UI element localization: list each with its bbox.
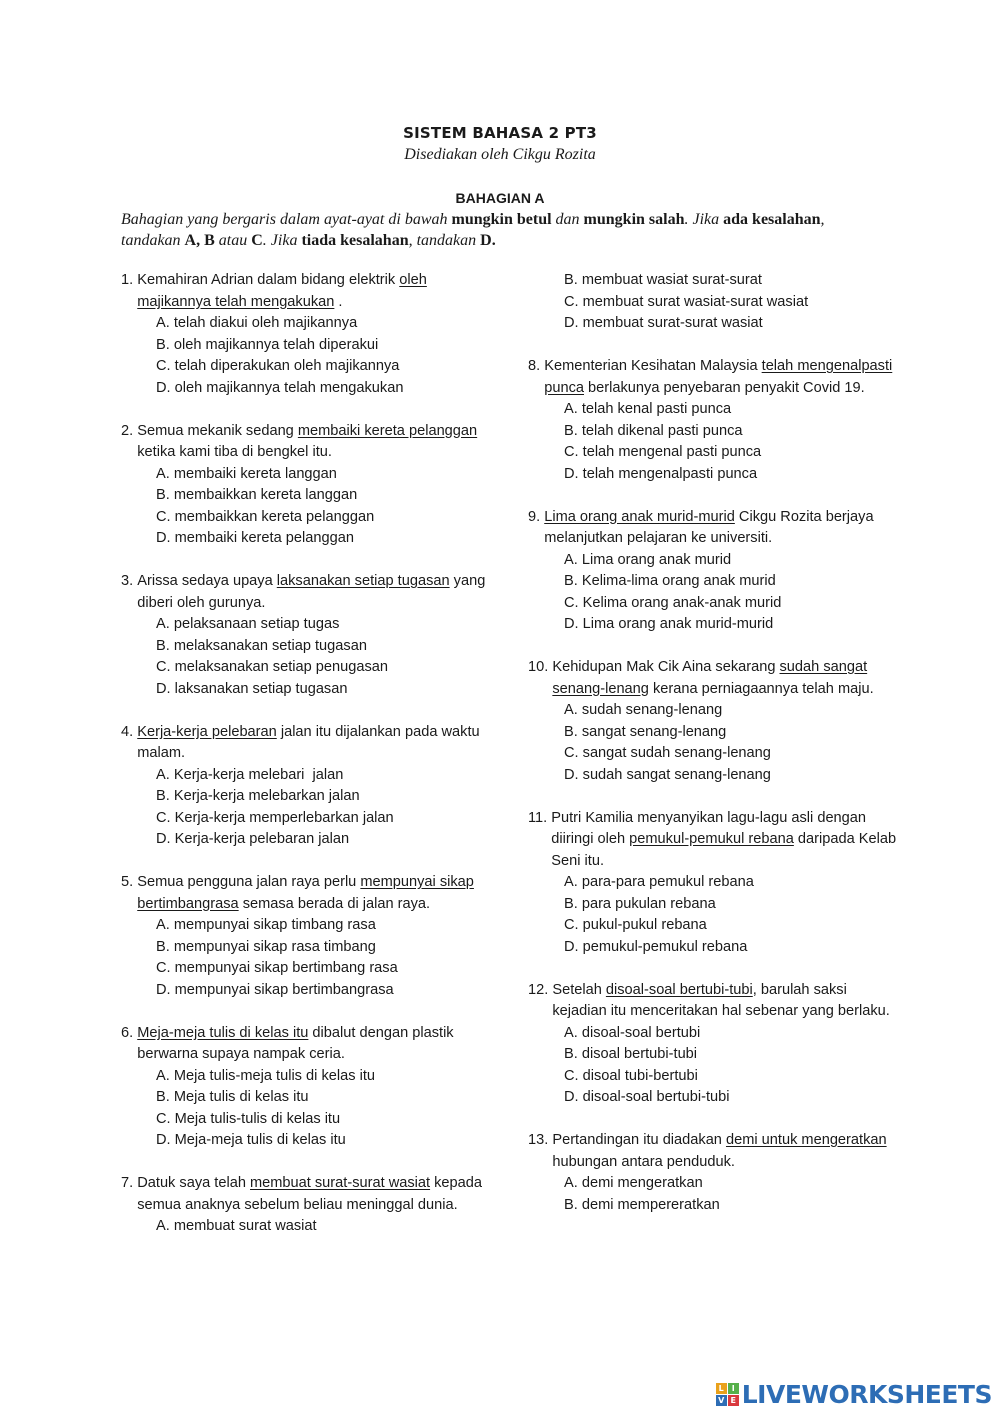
question-1	[121, 270, 491, 399]
instr-text: atau	[214, 232, 252, 249]
underlined-phrase: mempunyai sikap bertimbangrasa	[137, 874, 474, 912]
question-number: 1.	[121, 272, 138, 288]
question-number: 8.	[528, 358, 545, 374]
option-a[interactable]: A. para-para pemukul rebana	[564, 874, 754, 890]
instr-text: Bahagian yang bergaris dalam ayat-ayat di bawah	[121, 211, 452, 228]
question-3	[121, 571, 491, 700]
option-a[interactable]: A. demi mengeratkan	[564, 1175, 703, 1191]
option-a[interactable]: A. pelaksanaan setiap tugas	[156, 616, 340, 632]
option-b[interactable]: B. disoal bertubi-tubi	[564, 1046, 698, 1062]
question-stem: hubungan antara penduduk.	[552, 1153, 735, 1170]
underlined-phrase: membuat surat-surat wasiat	[250, 1175, 431, 1191]
option-c[interactable]: C. telah diperakukan oleh majikannya	[156, 358, 400, 374]
option-b[interactable]: B. membuat wasiat surat-surat	[564, 272, 762, 288]
instr-bold: tiada kesalahan	[301, 232, 409, 249]
option-c[interactable]: C. membaikkan kereta pelanggan	[156, 508, 375, 525]
instr-text: , tandakan	[121, 211, 825, 249]
underlined-phrase: demi untuk mengeratkan	[725, 1132, 887, 1148]
option-d[interactable]: D. Kerja-kerja pelebaran jalan	[156, 831, 350, 847]
question-stem: yang diberi oleh gurunya.	[137, 573, 486, 611]
instr-text: . Jika	[684, 211, 724, 228]
option-d[interactable]: D. disoal-soal bertubi-tubi	[564, 1089, 730, 1105]
left-column	[121, 270, 491, 1259]
option-c[interactable]: C. telah mengenal pasti punca	[564, 444, 762, 460]
option-d[interactable]: D. laksanakan setiap tugasan	[156, 680, 348, 697]
option-a[interactable]: A. disoal-soal bertubi	[564, 1024, 701, 1041]
question-text	[137, 1173, 491, 1216]
option-a[interactable]: A. membuat surat wasiat	[156, 1218, 317, 1234]
question-stem: Pertandingan itu diadakan	[552, 1132, 726, 1148]
question-stem: jalan itu dijalankan pada waktu malam.	[137, 723, 480, 761]
logo-letter-v: V	[716, 1395, 727, 1406]
question-text	[137, 571, 491, 614]
question-stem: Kehidupan Mak Cik Aina sekarang	[552, 659, 780, 675]
question-stem: Arissa sedaya upaya	[137, 573, 277, 589]
underlined-phrase: pemukul-pemukul rebana	[629, 831, 794, 847]
question-text	[544, 507, 898, 550]
question-stem: Setelah	[552, 981, 606, 998]
underlined-phrase: oleh majikannya telah mengakukan	[137, 272, 427, 310]
option-a[interactable]: A. telah kenal pasti punca	[564, 401, 732, 417]
option-b[interactable]: B. mempunyai sikap rasa timbang	[156, 938, 376, 955]
option-d[interactable]: D. mempunyai sikap bertimbangrasa	[156, 981, 394, 998]
question-stem: dibalut dengan plastik berwarna supaya nampak ceria.	[137, 1024, 454, 1062]
option-d[interactable]: D. telah mengenalpasti punca	[564, 465, 758, 482]
option-b[interactable]: B. demi mempereratkan	[564, 1196, 720, 1213]
question-number: 3.	[121, 573, 138, 589]
instr-text: . Jika	[262, 232, 302, 249]
option-c[interactable]: C. membuat surat wasiat-surat wasiat	[564, 293, 809, 310]
question-10	[528, 657, 898, 786]
option-d[interactable]: D. membaiki kereta pelanggan	[156, 530, 354, 546]
question-stem: Kementerian Kesihatan Malaysia	[544, 358, 762, 374]
section-heading: BAHAGIAN A	[455, 190, 545, 206]
logo-letter-e: E	[728, 1395, 739, 1406]
option-d[interactable]: D. sudah sangat senang-lenang	[564, 766, 771, 783]
right-column	[528, 270, 898, 1238]
option-b[interactable]: B. Kerja-kerja melebarkan jalan	[156, 788, 360, 804]
question-stem: Semua mekanik sedang	[137, 422, 298, 439]
option-c[interactable]: C. Kelima orang anak-anak murid	[564, 594, 782, 611]
option-a[interactable]: A. sudah senang-lenang	[564, 702, 723, 718]
question-stem: kepada semua anaknya sebelum beliau meninggal dunia.	[137, 1175, 482, 1213]
question-text	[544, 356, 898, 399]
option-d[interactable]: D. pemukul-pemukul rebana	[564, 938, 748, 955]
option-c[interactable]: C. Meja tulis-tulis di kelas itu	[156, 1110, 341, 1127]
question-number: 2.	[121, 422, 138, 439]
liveworksheets-logo[interactable]	[716, 1380, 992, 1409]
question-text	[137, 1023, 491, 1066]
question-stem: , barulah saksi kejadian itu menceritakan hal sebenar yang berlaku.	[552, 981, 890, 1019]
question-text	[552, 657, 898, 700]
question-stem: semasa berada di jalan raya.	[238, 895, 431, 912]
logo-icon	[716, 1383, 740, 1407]
instr-text: , tandakan	[408, 232, 481, 249]
question-stem: berlakunya penyebaran penyakit Covid 19.	[584, 379, 865, 396]
option-c[interactable]: C. pukul-pukul rebana	[564, 917, 707, 933]
underlined-phrase: telah mengenalpasti punca	[544, 358, 893, 396]
option-c[interactable]: C. Kerja-kerja memperlebarkan jalan	[156, 809, 394, 826]
option-c[interactable]: C. melaksanakan setiap penugasan	[156, 659, 389, 675]
question-number: 13.	[528, 1132, 553, 1148]
question-stem: Datuk saya telah	[137, 1175, 250, 1191]
question-stem: ketika kami tiba di bengkel itu.	[137, 444, 332, 460]
logo-text: LIVEWORKSHEETS	[741, 1380, 992, 1409]
underlined-phrase: Lima orang anak murid-murid	[544, 508, 735, 525]
instr-bold: mungkin betul	[451, 211, 552, 228]
underlined-phrase: Meja-meja tulis di kelas itu	[137, 1024, 309, 1041]
question-13	[528, 1130, 898, 1216]
instr-bold: mungkin salah	[583, 211, 685, 228]
question-text	[551, 808, 898, 873]
question-stem: kerana perniagaannya telah maju.	[648, 680, 874, 697]
question-number: 11.	[528, 809, 552, 826]
question-7-continued	[528, 270, 898, 335]
question-text	[552, 980, 898, 1023]
instructions	[121, 209, 871, 251]
question-6	[121, 1023, 491, 1152]
question-number: 12.	[528, 981, 553, 998]
option-a[interactable]: A. Lima orang anak murid	[564, 551, 732, 568]
logo-letter-i: I	[728, 1383, 739, 1394]
option-a[interactable]: A. mempunyai sikap timbang rasa	[156, 917, 376, 933]
question-number: 4.	[121, 723, 138, 740]
question-2	[121, 421, 491, 550]
option-a[interactable]: A. Kerja-kerja melebari jalan	[156, 766, 344, 783]
question-number: 10.	[528, 659, 553, 675]
question-12	[528, 980, 898, 1109]
option-b[interactable]: B. Meja tulis di kelas itu	[156, 1089, 309, 1105]
question-stem: Cikgu Rozita berjaya melanjutkan pelajaran ke universiti.	[544, 508, 874, 546]
question-stem: .	[334, 293, 343, 310]
instr-text: dan	[551, 211, 584, 228]
question-7	[121, 1173, 491, 1238]
question-number: 6.	[121, 1024, 138, 1041]
instr-bold: A, B	[184, 232, 215, 249]
underlined-phrase: laksanakan setiap tugasan	[276, 573, 450, 589]
option-d[interactable]: D. Lima orang anak murid-murid	[564, 616, 774, 632]
question-8	[528, 356, 898, 485]
option-c[interactable]: C. mempunyai sikap bertimbang rasa	[156, 960, 398, 976]
option-b[interactable]: B. para pukulan rebana	[564, 895, 716, 912]
question-number: 7.	[121, 1175, 138, 1191]
question-number: 9.	[528, 508, 545, 525]
question-stem: Putri Kamilia menyanyikan lagu-lagu asli dengan diiringi oleh	[551, 809, 867, 847]
option-d[interactable]: D. oleh majikannya telah mengakukan	[156, 379, 404, 396]
option-d[interactable]: D. membuat surat-surat wasiat	[564, 315, 763, 331]
question-11	[528, 808, 898, 959]
option-d[interactable]: D. Meja-meja tulis di kelas itu	[156, 1132, 346, 1148]
option-b[interactable]: B. Kelima-lima orang anak murid	[564, 573, 776, 589]
question-5	[121, 872, 491, 1001]
option-b[interactable]: B. telah dikenal pasti punca	[564, 422, 743, 439]
page-title: SISTEM BAHASA 2 PT3	[403, 124, 597, 142]
instr-bold: D.	[480, 232, 496, 249]
question-stem: daripada Kelab Seni itu.	[551, 831, 897, 869]
question-stem: Kemahiran Adrian dalam bidang elektrik	[137, 272, 400, 288]
question-text	[137, 722, 491, 765]
option-b[interactable]: B. sangat senang-lenang	[564, 723, 727, 740]
question-number: 5.	[121, 874, 138, 890]
question-stem: Semua pengguna jalan raya perlu	[137, 874, 361, 890]
option-b[interactable]: B. oleh majikannya telah diperakui	[156, 336, 379, 353]
question-text	[137, 270, 491, 313]
option-b[interactable]: B. membaikkan kereta langgan	[156, 487, 358, 503]
underlined-phrase: disoal-soal bertubi-tubi	[605, 981, 753, 998]
question-text	[552, 1130, 898, 1173]
underlined-phrase: membaiki kereta pelanggan	[297, 422, 478, 439]
option-c[interactable]: C. disoal tubi-bertubi	[564, 1067, 698, 1084]
instr-bold: ada kesalahan	[723, 211, 821, 228]
option-a[interactable]: A. membaiki kereta langgan	[156, 465, 337, 482]
underlined-phrase: sudah sangat senang-lenang	[552, 659, 868, 697]
option-c[interactable]: C. sangat sudah senang-lenang	[564, 745, 771, 761]
logo-letter-l: L	[716, 1383, 727, 1394]
question-9	[528, 507, 898, 636]
question-4	[121, 722, 491, 851]
option-a[interactable]: A. Meja tulis-meja tulis di kelas itu	[156, 1067, 375, 1084]
page-subtitle: Disediakan oleh Cikgu Rozita	[404, 146, 596, 163]
option-a[interactable]: A. telah diakui oleh majikannya	[156, 315, 358, 331]
question-text	[137, 872, 491, 915]
option-b[interactable]: B. melaksanakan setiap tugasan	[156, 637, 367, 654]
underlined-phrase: Kerja-kerja pelebaran	[137, 723, 277, 740]
instr-bold: C	[251, 232, 263, 249]
question-text	[137, 421, 491, 464]
